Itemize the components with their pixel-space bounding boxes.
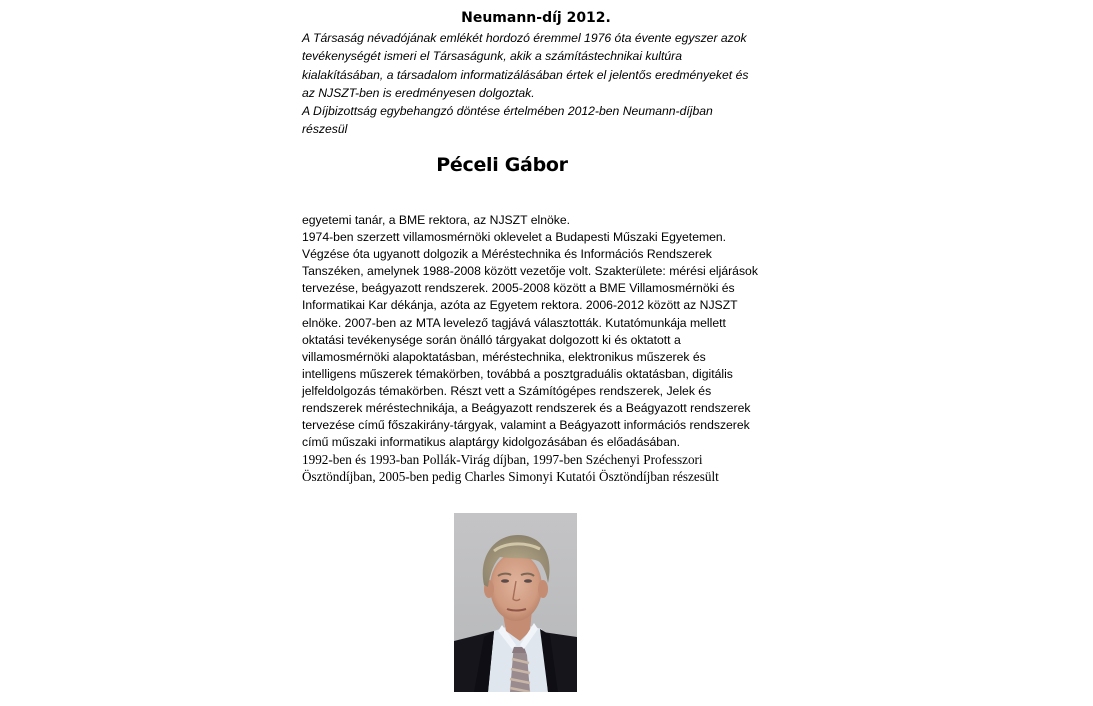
award-intro	[302, 29, 752, 139]
bio-role-line: egyetemi tanár, a BME rektora, az NJSZT elnöke.	[302, 213, 571, 227]
bio-career-paragraph: 1974-ben szerzett villamosmérnöki oklevelet a Budapesti Műszaki Egyetemen. Végzése óta ugyanott dolgozik a Méréstechnika és Információs Rendszerek Tanszéken, amelynek 1988-2008 között vezetője volt. Szakterülete: mérési eljárások tervezése, beágyazott rendszerek. 2005-2008 között a BME Villamosmérnöki és Informatikai Kar dékánja, azóta az Egyetem rektora. 2006-2012 között az NJSZT elnöke. 2007-ben az MTA levelező tagjává választották. Kutatómunkája mellett oktatási tevékenysége során önálló tárgyakat dolgozott ki és oktatott a villamosmérnöki alapoktatásban, méréstechnika, elektronikus műszerek és intelligens műszerek témakörben, továbbá a posztgraduális oktatásban, digitális jelfeldolgozás témakörben. Részt vett a Számítógépes rendszerek, Jelek és rendszerek méréstechnikája, a Beágyazott rendszerek és a Beágyazott rendszerek tervezése című főszakirány-tárgyak, valamint a Beágyazott információs rendszerek című műszaki informatikus alaptárgy kidolgozásában és előadásában.	[302, 230, 758, 450]
laureate-photo	[454, 513, 577, 692]
award-title: Neumann-díj 2012.	[461, 10, 611, 26]
bio-awards-paragraph: 1992-ben és 1993-ban Pollák-Virág díjban, 1997-ben Széchenyi Professzori Ösztöndíjban, 2005-ben pedig Charles Simonyi Kutatói Ösztöndíjban részesült	[302, 452, 719, 485]
laureate-name: Péceli Gábor	[436, 154, 568, 176]
laureate-bio	[302, 212, 762, 485]
intro-paragraph: A Társaság névadójának emlékét hordozó éremmel 1976 óta évente egyszer azok tevékenységét ismeri el Társaságunk, akik a számítástechnikai kultúra kialakításában, a társadalom informatizálásában értek el jelentős eredményeket és az NJSZT-ben is eredményesen dolgoztak.	[302, 31, 749, 100]
intro-paragraph: A Díjbizottság egybehangzó döntése értelmében 2012-ben Neumann-díjban részesül	[302, 104, 713, 137]
